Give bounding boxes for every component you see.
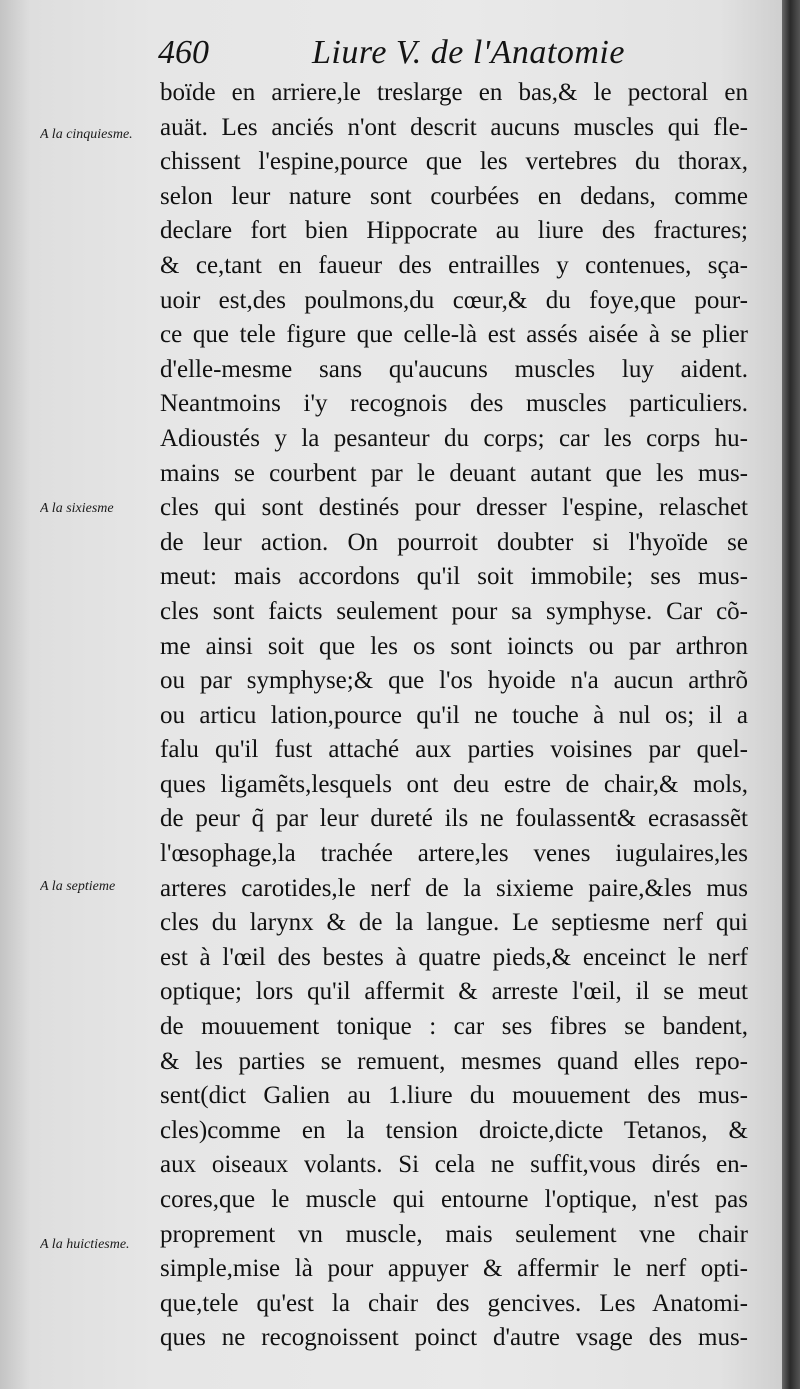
text-line: de peur q̃ par leur dureté ils ne foulassent& ecrasassẽt [160, 805, 748, 833]
text-line: cles du larynx & de la langue. Le septiesme nerf qui [160, 909, 748, 937]
text-line: cles sont faicts seulement pour sa symphyse. Car cõ- [160, 597, 748, 625]
margin-note-line: A la septieme [40, 879, 116, 894]
text-line: arteres carotides,le nerf de la sixieme paire,&les mus [160, 874, 748, 902]
text-line: declare fort bien Hippocrate au liure des fractures; [160, 217, 748, 245]
text-line: cles qui sont destinés pour dresser l'espine, relaschet [160, 494, 748, 522]
text-line: est à l'œil des bestes à quatre pieds,& enceinct le nerf [160, 943, 748, 971]
text-line: l'œsophage,la trachée artere,les venes iugulaires,les [160, 840, 748, 868]
text-line: selon leur nature sont courbées en dedans, comme [160, 182, 748, 210]
text-line: ce que tele figure que celle-là est assés aisée à se plier [160, 321, 748, 349]
body-text [160, 76, 748, 1356]
text-line: Adioustés y la pesanteur du corps; car les corps hu- [160, 424, 748, 452]
text-line: ou par symphyse;& que l'os hyoide n'a aucun arthrõ [160, 667, 748, 695]
text-line: simple,mise là pour appuyer & affermir le nerf opti- [160, 1255, 748, 1283]
text-line: falu qu'il fust attaché aux parties voisines par quel- [160, 736, 748, 764]
margin-note-sixiesme [40, 492, 160, 526]
margin-note-cinquiesme [40, 118, 160, 152]
text-line: auät. Les anciés n'ont descrit aucuns muscles qui fle- [160, 113, 748, 141]
text-line: d'elle-mesme sans qu'aucuns muscles luy aident. [160, 355, 748, 383]
margin-note-line: A la huictiesme. [40, 1237, 130, 1252]
margin-note-septieme [40, 870, 160, 904]
text-line: ques ligamẽts,lesquels ont deu estre de chair,& mols, [160, 770, 748, 798]
text-line: que,tele qu'est la chair des gencives. Les Anatomi- [160, 1289, 748, 1317]
text-line: sent(dict Galien au 1.liure du mouuement des mus- [160, 1082, 748, 1110]
text-line: optique; lors qu'il affermit & arreste l'œil, il se meut [160, 978, 748, 1006]
text-line: de mouuement tonique : car ses fibres se bandent, [160, 1013, 748, 1041]
text-line: Neantmoins i'y recognois des muscles particuliers. [160, 390, 748, 418]
margin-note-line: A la cinquiesme. [40, 127, 133, 142]
text-line: de leur action. On pourroit doubter si l'hyoïde se [160, 528, 748, 556]
text-line: cles)comme en la tension droicte,dicte Tetanos, & [160, 1116, 748, 1144]
text-line: cores,que le muscle qui entourne l'optique, n'est pas [160, 1186, 748, 1213]
margin-note-huictiesme [40, 1228, 160, 1262]
text-line: & les parties se remuent, mesmes quand elles repo- [160, 1047, 748, 1075]
text-line: proprement vn muscle, mais seulement vne chair [160, 1220, 748, 1248]
page-gutter-shadow [0, 0, 30, 1389]
margin-note-line: A la sixiesme [40, 501, 114, 516]
text-line: & ce,tant en faueur des entrailles y contenues, sça- [160, 251, 748, 279]
text-line: boïde en arriere,le treslarge en bas,& le pectoral en [160, 79, 748, 106]
text-line: aux oiseaux volants. Si cela ne suffit,vous dirés en- [160, 1151, 748, 1179]
text-line: uoir est,des poulmons,du cœur,& du foye,que pour- [160, 286, 748, 314]
text-line: ques ne recognoissent poinct d'autre vsage des mus- [160, 1324, 748, 1352]
running-title: Liure V. de l'Anatomie [312, 34, 625, 71]
text-line: ou articu lation,pource qu'il ne touche à nul os; il a [160, 701, 748, 729]
text-line: me ainsi soit que les os sont ioincts ou par arthron [160, 632, 748, 660]
page-edge-shadow [782, 0, 800, 1389]
text-line: meut: mais accordons qu'il soit immobile; ses mus- [160, 563, 748, 591]
page-number: 460 [158, 34, 209, 71]
page-header [158, 34, 758, 78]
text-line: mains se courbent par le deuant autant que les mus- [160, 459, 748, 487]
text-line: chissent l'espine,pource que les vertebres du thorax, [160, 148, 748, 176]
